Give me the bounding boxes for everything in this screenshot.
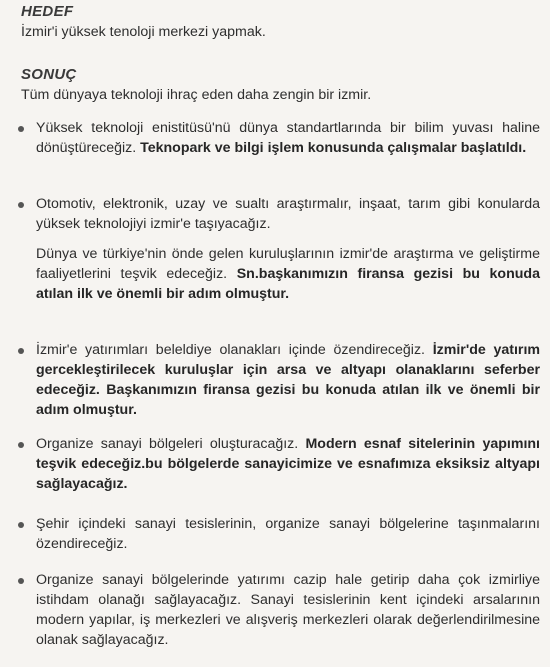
item-2-normal: Otomotiv, elektronik, uzay ve sualtı araştırmalır, inşaat, tarım gibi konularda yüksek teknolojiyi izmir'e taşıyacağız.: [36, 196, 540, 232]
item-4-bold: İzmir'de yatırım gercekleştirilecek kuruluşlar için arsa ve altyapı olanaklarını seferber edeceğiz. Başkanımızın firansa gezisi bu konuda atılan ilk ve önemli bir adım olmuştur.: [36, 342, 540, 418]
item-3-bold: Sn.başkanımızın firansa gezisi bu konuda atılan ilk ve önemli bir adım olmuştur.: [36, 266, 540, 302]
bullet-icon: [18, 442, 24, 448]
list-item-3: [36, 340, 540, 420]
hedef-text: İzmir'i yüksek tenoloji merkezi yapmak.: [21, 24, 266, 40]
bullet-icon: [18, 202, 24, 208]
item-3-normal: Dünya ve türkiye'nin önde gelen kuruluşlarının izmir'de araştırma ve geliştirme faaliyetlerini teşvik edeceğiz.: [36, 246, 540, 282]
item-7-normal: Organize sanayi bölgelerinde yatırımı cazip hale getirip daha çok izmirliye istihdam olanağı sağlayacağız. Sanayi tesislerinin kent içindeki arsalarının modern yapılar, iş merkezleri ve alışveriş merkezleri olarak değerlendirilmesine olanak sağlayacağız.: [36, 572, 540, 648]
item-1-normal: Yüksek teknoloji enistitüsü'nü dünya standartlarında bir bilim yuvası haline dönüştüreceğiz.: [36, 120, 540, 156]
sonuc-heading: SONUÇ: [21, 66, 77, 83]
bullet-icon: [18, 348, 24, 354]
list-item-1: [36, 118, 540, 158]
item-4-normal: İzmir'e yatırımları beleldiye olanakları içinde özendireceğiz.: [36, 342, 433, 358]
list-item-2: [36, 194, 540, 234]
list-item-5: [36, 514, 540, 554]
sonuc-text: Tüm dünyaya teknoloji ihraç eden daha zengin bir izmir.: [21, 87, 372, 103]
item-5-normal: Organize sanayi bölgeleri oluşturacağız.: [36, 436, 306, 452]
bullet-icon: [18, 578, 24, 584]
item-1-bold: Teknopark ve bilgi işlem konusunda çalışmalar başlatıldı.: [140, 140, 527, 156]
list-item-6: [36, 570, 540, 650]
list-item-4: [36, 434, 540, 494]
item-6-normal: Şehir içindeki sanayi tesislerinin, organize sanayi bölgelerine taşınmalarını özendireceğiz.: [36, 516, 540, 552]
item-5-bold: Modern esnaf sitelerinin yapımını teşvik edeceğiz.bu bölgelerde sanayicimize ve esnafımıza eksiksiz altyapı sağlayacağız.: [36, 436, 540, 492]
bullet-icon: [18, 522, 24, 528]
bullet-icon: [18, 126, 24, 132]
list-item-2-paragraph: [36, 244, 540, 304]
hedef-heading: HEDEF: [21, 3, 74, 20]
